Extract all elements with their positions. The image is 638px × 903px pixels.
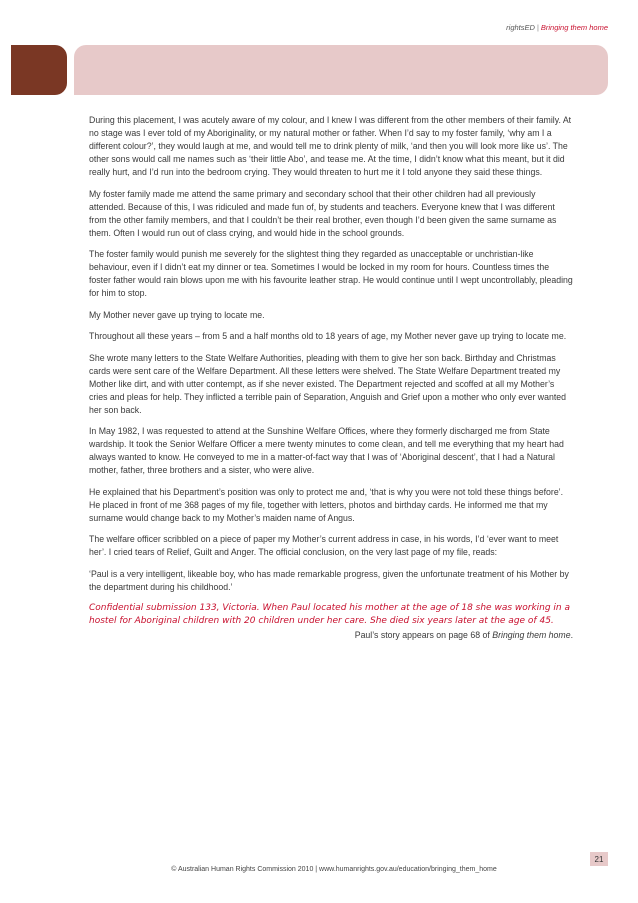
brand-name: rightsED [506,23,535,32]
paragraph: My Mother never gave up trying to locate me. [89,309,265,320]
section-tab [11,45,67,95]
page-number: 21 [590,852,608,866]
footer-copyright: © Australian Human Rights Commission 2010 | www.humanrights.gov.au/education/bringing_them_home [171,866,497,873]
reference-book-title: Bringing them home [492,630,571,640]
paragraph: My foster family made me attend the same primary and secondary school that their other children had all previously attended. Because of this, I was ridiculed and made fun of, by students and teachers. Everyone knew that I was different from the other family members, and that I couldn’t be their real brother, even though I’d been given the same surname as them. Often I would run out of class crying, and would hide in the school grounds. [89,188,557,238]
paragraph: She wrote many letters to the State Welfare Authorities, pleading with them to give her son back. Birthday and Christmas cards were sent care of the Welfare Department. All these letters were shelved. The State Welfare Department treated my Mother like dirt, and with utter contempt, as if she never existed. The Department rejected and scoffed at all my Mother’s cries and pleas for help. They inflicted a terrible pain of Separation, Anguish and Grief upon a mother who only ever wanted her son back. [89,352,566,415]
quote-paragraph: ‘Paul is a very intelligent, likeable boy, who has made remarkable progress, given the unfortunate treatment of his Mother by the department during his childhood.’ [89,568,569,592]
paragraph: The foster family would punish me severely for the slightest thing they regarded as unacceptable or unchristian-like behaviour, even if I didn’t eat my dinner or tea. Sometimes I would be locked in my room for hours. Countless times the foster father would rain blows upon me with his favourite leather strap. He would continue until I wept uncontrollably, pleading for him to stop. [89,249,573,298]
header-subtitle: Bringing them home [540,23,608,32]
paragraph: In May 1982, I was requested to attend at the Sunshine Welfare Offices, where they formerly discharged me from State wardship. It took the Senior Welfare Officer a mere twenty minutes to come clean, and tell me everything that my heart had always wanted to know. He conveyed to me in a matter-of-fact way that I was of ‘Aboriginal descent’, that I had a Natural mother, father, three brothers and a sister, who were alive. [89,426,564,475]
handwritten-source-note: Confidential submission 133, Victoria. When Paul located his mother at the age of 18 she was working in a hostel for Aboriginal children with 20 children under her care. She died six years later at the age of 45. [89,603,571,626]
reference-prefix: Paul’s story appears on page 68 of [354,630,490,640]
section-banner [74,45,608,95]
paragraph: He explained that his Department’s position was only to protect me and, ‘that is why you were not told these things before’. He placed in front of me 368 pages of my file, together with letters, photos and birthday cards. He informed me that my surname would change back to my Mother’s maiden name of Angus. [89,486,564,523]
paragraph: The welfare officer scribbled on a piece of paper my Mother’s current address in case, in his words, I’d ‘ever want to meet her’. I cried tears of Relief, Guilt and Anger. The official conclusion, on the very last page of my file, reads: [89,534,559,557]
header-separator: | [536,23,539,32]
paragraph: Throughout all these years – from 5 and a half months old to 18 years of age, my Mother never gave up trying to locate me. [89,331,567,341]
header-title [506,23,608,32]
paragraph: During this placement, I was acutely aware of my colour, and I knew I was different from the other members of their family. At no stage was I ever told of my Aboriginality, or my natural mother or father. When I’d say to my foster family, ‘why am I a different colour?’, they would laugh at me, and would tell me to drink plenty of milk, ‘and then you will look more like us’. The other sons would call me names such as ‘their little Abo’, and tease me. At the time, I didn’t know what this meant, but it did really hurt, and I’d run into the bedroom crying. They would threaten to hurt me it I told anyone they said these things. [89,115,572,177]
story-body [89,114,573,651]
reference-suffix: . [570,630,573,640]
story-reference [89,629,573,642]
